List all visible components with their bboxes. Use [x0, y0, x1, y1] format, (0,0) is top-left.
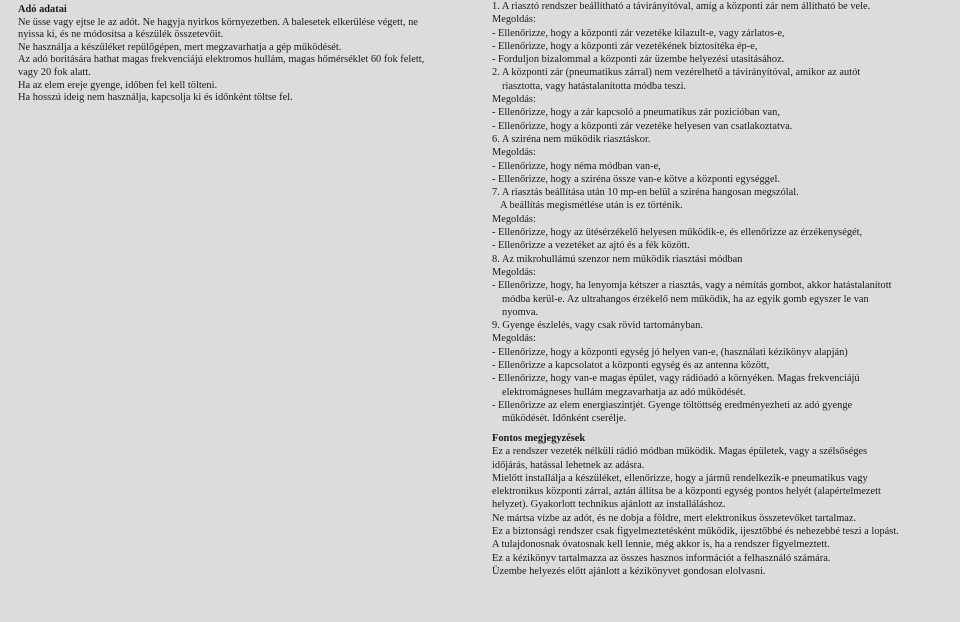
note-line: Mielőtt installálja a készüléket, ellenőrizze, hogy a jármű rendelkezik-e pneumatikus vagy: [492, 472, 868, 484]
note-line: A tulajdonosnak óvatosnak kell lennie, még akkor is, ha a rendszer figyelmeztett.: [492, 539, 830, 551]
text-line: Ne üsse vagy ejtse le az adót. Ne hagyja nyirkos környezetben. A balesetek elkerülése végett, ne: [18, 16, 418, 28]
issue-line: A beállítás megismétlése után is ez történik.: [500, 200, 683, 212]
text-line: vagy 20 fok alatt.: [18, 66, 91, 78]
text-line: Az adó borítására hathat magas frekvenciájú elektromos hullám, magas hőmérséklet 60 fok felett,: [18, 54, 425, 66]
note-line: elektronikus központi zárral, aztán állítsa be a központi egység pontos helyét (alapértelmezett: [492, 486, 881, 498]
solution-line: - Ellenőrizze, hogy a központi zár vezetékének biztosítéka ép-e,: [492, 40, 758, 52]
issue-line: 2. A központi zár (pneumatikus zárral) nem vezérelhető a távirányítóval, amikor az autót: [492, 67, 861, 79]
issue-line: 9. Gyenge észlelés, vagy csak rövid tartományban.: [492, 320, 703, 332]
issue-line: riasztotta, vagy hatástalanította módba teszi.: [502, 80, 687, 92]
solution-line: - Ellenőrizze, hogy a központi egység jó helyen van-e, (használati kézikönyv alapján): [492, 346, 848, 358]
solution-line: - Ellenőrizze a vezetéket az ajtó és a fék között.: [492, 240, 690, 252]
note-line: Ez a biztonsági rendszer csak figyelmeztetésként működik, ijesztőbbé és nehezebbé teszi a lopást.: [492, 526, 899, 538]
solution-line: - Ellenőrizze a kapcsolatot a központi egység és az antenna között,: [492, 360, 770, 372]
solution-line: nyomva.: [502, 306, 539, 318]
text-line: Ne használja a készüléket repülőgépen, mert megzavarhatja a gép működését.: [18, 41, 342, 53]
issue-line: 6. A sziréna nem működik riasztáskor.: [492, 133, 651, 145]
solution-line: elektromágneses hullám megzavarhatja az adó működését.: [502, 386, 746, 398]
solution-line: - Ellenőrizze, hogy a zár kapcsoló a pneumatikus zár pozicióban van,: [492, 107, 780, 119]
notes-title: Fontos megjegyzések: [492, 433, 586, 444]
text-line: Ha hosszú ideig nem használja, kapcsolja ki és időnként töltse fel.: [18, 92, 293, 104]
solution-label: Megoldás:: [492, 14, 536, 26]
issue-line: 7. A riasztás beállítása után 10 mp-en belül a sziréna hangosan megszólal.: [492, 187, 799, 199]
solution-line: - Ellenőrizze, hogy a sziréna össze van-e kötve a központi egységgel.: [492, 173, 780, 185]
note-line: Üzembe helyezés előtt ajánlott a kézikönyvet gondosan elolvasni.: [492, 565, 766, 577]
solution-line: - Ellenőrizze, hogy van-e magas épület, vagy rádióadó a környéken. Magas frekvenciájú: [492, 373, 860, 385]
solution-line: - Ellenőrizze, hogy, ha lenyomja kétszer a riasztás, vagy a némítás gombot, akkor hatástalanított: [492, 280, 892, 292]
solution-line: - Ellenőrizze az elem energiaszintjét. Gyenge töltöttség eredményezheti az adó gyenge: [492, 399, 853, 411]
issue-line: 1. A riasztó rendszer beállítható a távirányítóval, amíg a központi zár nem állítható be vele.: [492, 1, 871, 12]
note-line: Ne mártsa vízbe az adót, és ne dobja a földre, mert elektronikus összetevőket tartalmaz.: [492, 512, 857, 524]
note-line: időjárás, hatással lehetnek az adásra.: [492, 459, 645, 471]
text-line: nyissa ki, és ne módosítsa a készülék összetevőit.: [18, 29, 224, 41]
transmitter-info-section: [18, 4, 473, 105]
solution-line: - Ellenőrizze, hogy az ütésérzékelő helyesen működik-e, és ellenőrizze az érzékenységét,: [492, 227, 863, 239]
solution-label: Megoldás:: [492, 333, 536, 345]
solution-label: Megoldás:: [492, 94, 536, 106]
solution-label: Megoldás:: [492, 213, 536, 225]
troubleshooting-section: [492, 0, 952, 426]
text-line: Ha az elem ereje gyenge, időben fel kell tölteni.: [18, 79, 218, 91]
solution-line: - Ellenőrizze, hogy néma módban van-e,: [492, 160, 661, 172]
note-line: Ez a rendszer vezeték nélküli rádió módban működik. Magas épületek, vagy a szélsőséges: [492, 446, 868, 458]
note-line: helyzet). Gyakorlott technikus ajánlott az installáláshoz.: [492, 499, 726, 511]
solution-line: - Ellenőrizze, hogy a központi zár vezetéke helyesen van csatlakoztatva.: [492, 120, 793, 132]
issue-line: 8. Az mikrohullámú szenzor nem működik riasztási módban: [492, 253, 743, 265]
solution-line: - Ellenőrizze, hogy a központi zár vezetéke kilazult-e, vagy zárlatos-e,: [492, 27, 785, 39]
section-title: Adó adatai: [18, 4, 67, 15]
note-line: Ez a kézikönyv tartalmazza az összes hasznos információt a felhasználó számára.: [492, 552, 831, 564]
solution-line: módba kerül-e. Az ultrahangos érzékelő nem működik, ha az egyik gomb egyszer le van: [502, 293, 869, 305]
solution-label: Megoldás:: [492, 266, 536, 278]
solution-line: működését. Időnként cserélje.: [502, 413, 627, 425]
solution-label: Megoldás:: [492, 147, 536, 159]
solution-line: - Forduljon bizalommal a központi zár üzembe helyezési utasításához.: [492, 54, 785, 66]
important-notes-section: [492, 432, 952, 578]
